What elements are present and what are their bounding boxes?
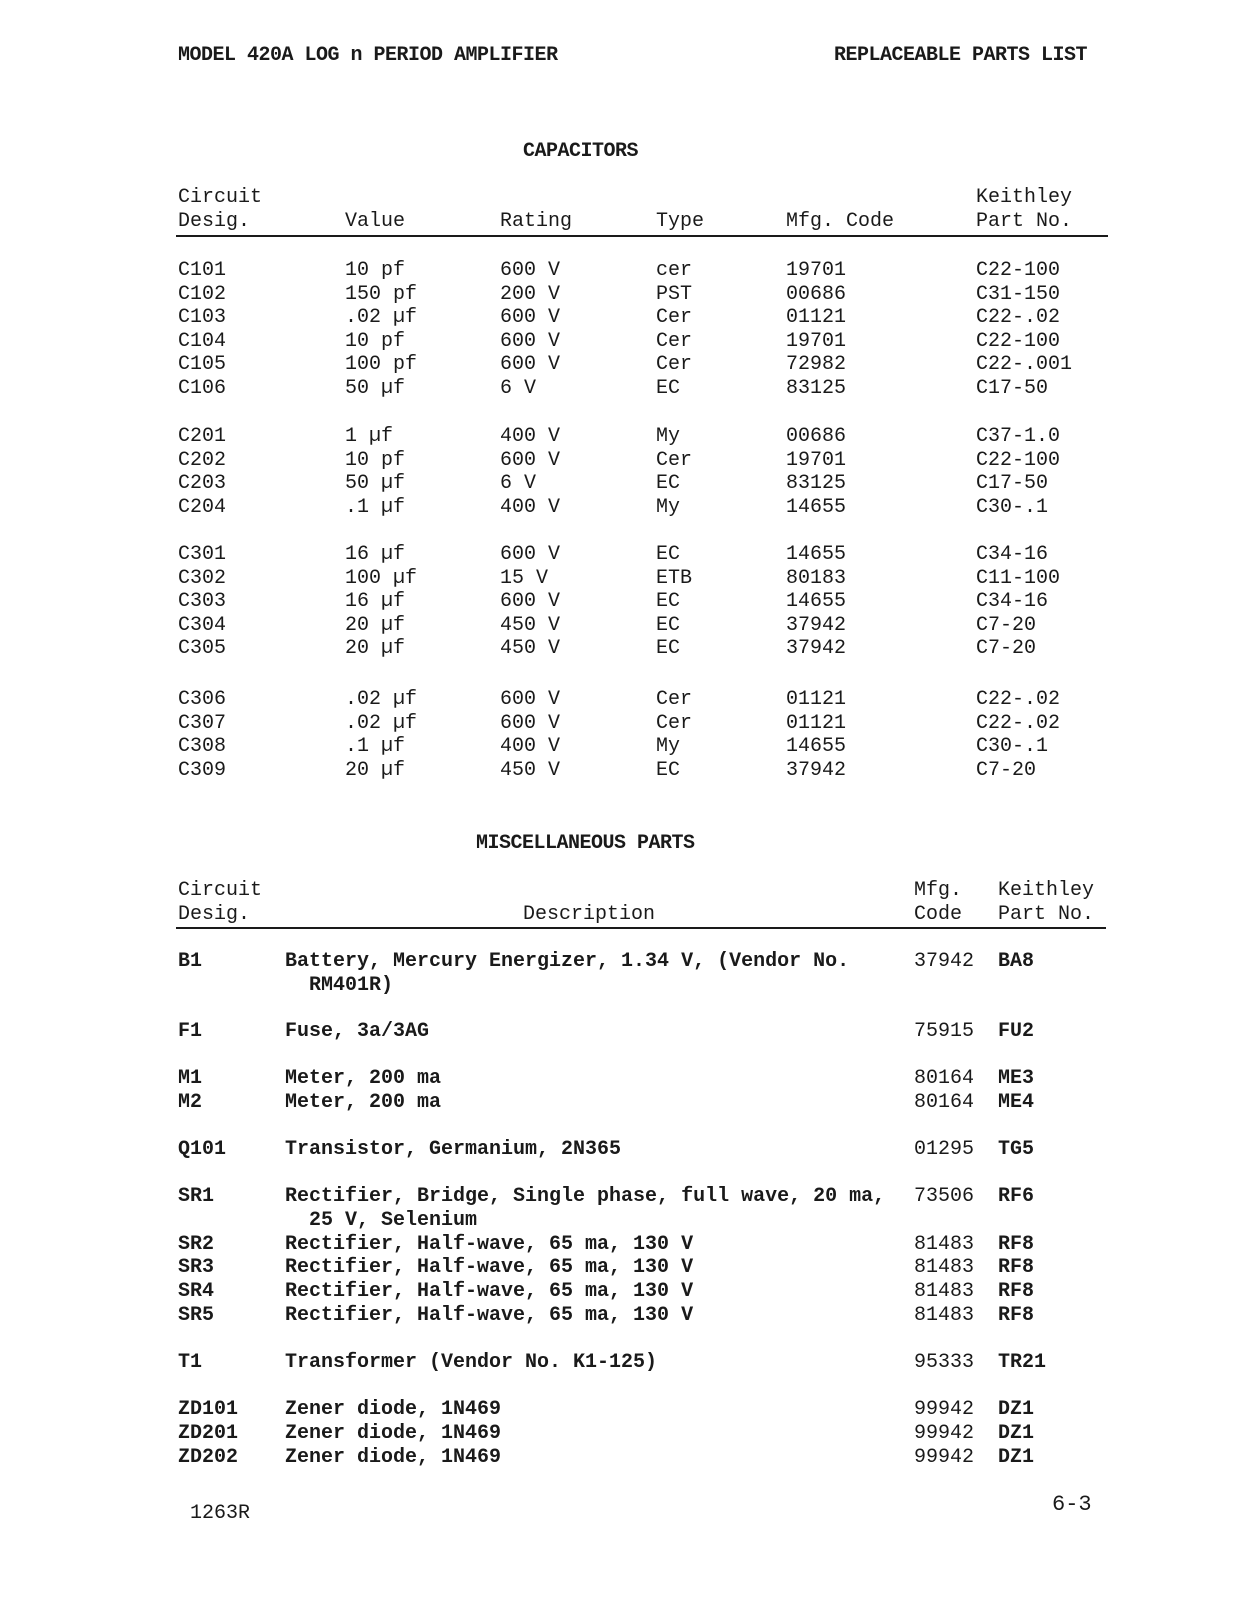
misc-description: Meter, 200 ma: [285, 1091, 442, 1114]
cap-rating: 15 V: [500, 567, 549, 590]
misc-description: Transformer (Vendor No. K1-125): [285, 1351, 658, 1374]
misc-desig: SR3: [178, 1256, 215, 1279]
cap-value: 150 pf: [345, 283, 418, 306]
cap-header-rating: Rating: [500, 210, 573, 233]
misc-description: Fuse, 3a/3AG: [285, 1020, 430, 1043]
misc-description: Rectifier, Half-wave, 65 ma, 130 V: [285, 1304, 694, 1327]
cap-part-no: C22-100: [976, 259, 1061, 282]
misc-part-no: DZ1: [998, 1446, 1035, 1469]
misc-part-no: TR21: [998, 1351, 1047, 1374]
cap-rating: 6 V: [500, 377, 537, 400]
cap-mfg-code: 37942: [786, 759, 847, 782]
cap-type: Cer: [656, 353, 693, 376]
cap-part-no: C7-20: [976, 637, 1037, 660]
misc-part-no: RF8: [998, 1304, 1035, 1327]
cap-rating: 450 V: [500, 759, 561, 782]
cap-header-value: Value: [345, 210, 406, 233]
misc-desig: ZD201: [178, 1422, 239, 1445]
cap-mfg-code: 14655: [786, 735, 847, 758]
misc-description: 25 V, Selenium: [285, 1209, 478, 1232]
cap-rating: 6 V: [500, 472, 537, 495]
cap-mfg-code: 00686: [786, 283, 847, 306]
cap-type: Cer: [656, 306, 693, 329]
cap-part-no: C22-100: [976, 330, 1061, 353]
cap-desig: C104: [178, 330, 227, 353]
cap-desig: C306: [178, 688, 227, 711]
cap-part-no: C17-50: [976, 377, 1049, 400]
cap-type: EC: [656, 759, 681, 782]
cap-mfg-code: 14655: [786, 496, 847, 519]
misc-part-no: DZ1: [998, 1422, 1035, 1445]
misc-desig: T1: [178, 1351, 203, 1374]
cap-value: 20 µf: [345, 759, 406, 782]
cap-value: 20 µf: [345, 614, 406, 637]
cap-desig: C301: [178, 543, 227, 566]
misc-header-mfg-line2: Code: [914, 903, 963, 926]
cap-header-desig-line1: Circuit: [178, 186, 263, 209]
cap-type: EC: [656, 472, 681, 495]
misc-part-no: RF8: [998, 1280, 1035, 1303]
misc-part-no: FU2: [998, 1020, 1035, 1043]
cap-value: 50 µf: [345, 377, 406, 400]
cap-type: Cer: [656, 330, 693, 353]
cap-desig: C103: [178, 306, 227, 329]
cap-mfg-code: 19701: [786, 330, 847, 353]
misc-header-description: Description: [523, 903, 656, 926]
cap-mfg-code: 01121: [786, 688, 847, 711]
cap-part-no: C17-50: [976, 472, 1049, 495]
cap-rating: 450 V: [500, 614, 561, 637]
misc-mfg-code: 75915: [914, 1020, 975, 1043]
cap-part-no: C7-20: [976, 614, 1037, 637]
misc-part-no: RF6: [998, 1185, 1035, 1208]
misc-part-no: RF8: [998, 1233, 1035, 1256]
cap-value: 100 µf: [345, 567, 418, 590]
cap-header-type: Type: [656, 210, 705, 233]
misc-mfg-code: 01295: [914, 1138, 975, 1161]
misc-part-no: ME3: [998, 1067, 1035, 1090]
cap-mfg-code: 01121: [786, 306, 847, 329]
misc-desig: ZD101: [178, 1398, 239, 1421]
cap-value: 16 µf: [345, 543, 406, 566]
document-number: 1263R: [190, 1502, 251, 1525]
cap-value: .02 µf: [345, 712, 418, 735]
cap-rating: 400 V: [500, 496, 561, 519]
capacitors-heading: CAPACITORS: [523, 140, 639, 163]
cap-rating: 600 V: [500, 543, 561, 566]
cap-header-part-line2: Part No.: [976, 210, 1073, 233]
cap-desig: C106: [178, 377, 227, 400]
cap-value: 10 pf: [345, 449, 406, 472]
cap-desig: C105: [178, 353, 227, 376]
misc-description: Meter, 200 ma: [285, 1067, 442, 1090]
cap-desig: C304: [178, 614, 227, 637]
cap-mfg-code: 83125: [786, 377, 847, 400]
cap-value: .1 µf: [345, 496, 406, 519]
cap-rating: 600 V: [500, 688, 561, 711]
document-model-title: MODEL 420A LOG n PERIOD AMPLIFIER: [178, 44, 558, 67]
misc-mfg-code: 81483: [914, 1233, 975, 1256]
cap-value: 10 pf: [345, 330, 406, 353]
cap-rating: 600 V: [500, 712, 561, 735]
cap-mfg-code: 80183: [786, 567, 847, 590]
misc-desig: SR1: [178, 1185, 215, 1208]
cap-type: My: [656, 496, 681, 519]
misc-part-no: DZ1: [998, 1398, 1035, 1421]
cap-desig: C307: [178, 712, 227, 735]
misc-desig: F1: [178, 1020, 203, 1043]
cap-part-no: C22-.001: [976, 353, 1073, 376]
cap-rating: 200 V: [500, 283, 561, 306]
capacitors-header-rule: [176, 235, 1108, 237]
misc-desig: B1: [178, 950, 203, 973]
cap-value: 50 µf: [345, 472, 406, 495]
misc-description: Zener diode, 1N469: [285, 1446, 502, 1469]
cap-mfg-code: 14655: [786, 590, 847, 613]
cap-value: .02 µf: [345, 306, 418, 329]
cap-part-no: C37-1.0: [976, 425, 1061, 448]
cap-type: Cer: [656, 712, 693, 735]
cap-desig: C305: [178, 637, 227, 660]
misc-desig: SR2: [178, 1233, 215, 1256]
misc-header-part-line2: Part No.: [998, 903, 1095, 926]
cap-type: EC: [656, 590, 681, 613]
misc-mfg-code: 99942: [914, 1422, 975, 1445]
misc-description: Rectifier, Bridge, Single phase, full wave, 20 ma,: [285, 1185, 886, 1208]
misc-mfg-code: 95333: [914, 1351, 975, 1374]
cap-rating: 600 V: [500, 449, 561, 472]
misc-header-mfg-line1: Mfg.: [914, 879, 963, 902]
cap-rating: 400 V: [500, 425, 561, 448]
cap-part-no: C34-16: [976, 590, 1049, 613]
cap-value: 100 pf: [345, 353, 418, 376]
cap-header-mfg-code: Mfg. Code: [786, 210, 895, 233]
cap-rating: 600 V: [500, 353, 561, 376]
cap-part-no: C22-.02: [976, 688, 1061, 711]
cap-type: My: [656, 735, 681, 758]
cap-value: 20 µf: [345, 637, 406, 660]
cap-desig: C303: [178, 590, 227, 613]
misc-description: Battery, Mercury Energizer, 1.34 V, (Vendor No.: [285, 950, 850, 973]
misc-desig: SR5: [178, 1304, 215, 1327]
misc-mfg-code: 80164: [914, 1067, 975, 1090]
cap-mfg-code: 83125: [786, 472, 847, 495]
cap-rating: 600 V: [500, 306, 561, 329]
cap-value: 1 µf: [345, 425, 394, 448]
cap-part-no: C22-.02: [976, 712, 1061, 735]
cap-mfg-code: 01121: [786, 712, 847, 735]
misc-description: Rectifier, Half-wave, 65 ma, 130 V: [285, 1233, 694, 1256]
misc-header-desig-line2: Desig.: [178, 903, 251, 926]
cap-part-no: C11-100: [976, 567, 1061, 590]
cap-part-no: C30-.1: [976, 735, 1049, 758]
misc-desig: M2: [178, 1091, 203, 1114]
misc-parts-heading: MISCELLANEOUS PARTS: [476, 832, 695, 855]
cap-desig: C101: [178, 259, 227, 282]
cap-mfg-code: 19701: [786, 449, 847, 472]
cap-mfg-code: 00686: [786, 425, 847, 448]
cap-type: EC: [656, 637, 681, 660]
cap-part-no: C34-16: [976, 543, 1049, 566]
misc-mfg-code: 81483: [914, 1256, 975, 1279]
page-number: 6-3: [1052, 1492, 1092, 1517]
cap-rating: 600 V: [500, 259, 561, 282]
misc-description: Zener diode, 1N469: [285, 1398, 502, 1421]
cap-desig: C204: [178, 496, 227, 519]
misc-desig: Q101: [178, 1138, 227, 1161]
cap-part-no: C30-.1: [976, 496, 1049, 519]
cap-rating: 400 V: [500, 735, 561, 758]
cap-type: EC: [656, 377, 681, 400]
misc-description: Zener diode, 1N469: [285, 1422, 502, 1445]
misc-part-no: ME4: [998, 1091, 1035, 1114]
cap-desig: C202: [178, 449, 227, 472]
misc-mfg-code: 99942: [914, 1446, 975, 1469]
cap-mfg-code: 72982: [786, 353, 847, 376]
misc-mfg-code: 37942: [914, 950, 975, 973]
misc-mfg-code: 99942: [914, 1398, 975, 1421]
cap-type: PST: [656, 283, 693, 306]
cap-value: 10 pf: [345, 259, 406, 282]
misc-part-no: RF8: [998, 1256, 1035, 1279]
cap-type: My: [656, 425, 681, 448]
misc-desig: SR4: [178, 1280, 215, 1303]
cap-mfg-code: 37942: [786, 614, 847, 637]
cap-mfg-code: 37942: [786, 637, 847, 660]
misc-part-no: BA8: [998, 950, 1035, 973]
misc-desig: M1: [178, 1067, 203, 1090]
cap-mfg-code: 19701: [786, 259, 847, 282]
cap-header-desig-line2: Desig.: [178, 210, 251, 233]
cap-rating: 450 V: [500, 637, 561, 660]
cap-type: EC: [656, 614, 681, 637]
cap-rating: 600 V: [500, 590, 561, 613]
misc-header-rule: [176, 927, 1106, 929]
cap-desig: C302: [178, 567, 227, 590]
cap-type: Cer: [656, 449, 693, 472]
cap-desig: C203: [178, 472, 227, 495]
cap-part-no: C31-150: [976, 283, 1061, 306]
cap-desig: C102: [178, 283, 227, 306]
cap-value: .1 µf: [345, 735, 406, 758]
document-section-title: REPLACEABLE PARTS LIST: [834, 44, 1088, 67]
cap-rating: 600 V: [500, 330, 561, 353]
cap-type: Cer: [656, 688, 693, 711]
misc-mfg-code: 81483: [914, 1280, 975, 1303]
cap-part-no: C22-.02: [976, 306, 1061, 329]
misc-description: RM401R): [285, 974, 394, 997]
misc-description: Rectifier, Half-wave, 65 ma, 130 V: [285, 1280, 694, 1303]
misc-desig: ZD202: [178, 1446, 239, 1469]
cap-type: cer: [656, 259, 693, 282]
misc-description: Rectifier, Half-wave, 65 ma, 130 V: [285, 1256, 694, 1279]
cap-desig: C308: [178, 735, 227, 758]
cap-desig: C201: [178, 425, 227, 448]
misc-mfg-code: 73506: [914, 1185, 975, 1208]
misc-description: Transistor, Germanium, 2N365: [285, 1138, 622, 1161]
misc-mfg-code: 81483: [914, 1304, 975, 1327]
cap-mfg-code: 14655: [786, 543, 847, 566]
misc-part-no: TG5: [998, 1138, 1035, 1161]
cap-type: ETB: [656, 567, 693, 590]
misc-mfg-code: 80164: [914, 1091, 975, 1114]
misc-header-desig-line1: Circuit: [178, 879, 263, 902]
cap-part-no: C22-100: [976, 449, 1061, 472]
cap-value: 16 µf: [345, 590, 406, 613]
cap-part-no: C7-20: [976, 759, 1037, 782]
cap-type: EC: [656, 543, 681, 566]
cap-desig: C309: [178, 759, 227, 782]
cap-value: .02 µf: [345, 688, 418, 711]
misc-header-part-line1: Keithley: [998, 879, 1095, 902]
cap-header-part-line1: Keithley: [976, 186, 1073, 209]
